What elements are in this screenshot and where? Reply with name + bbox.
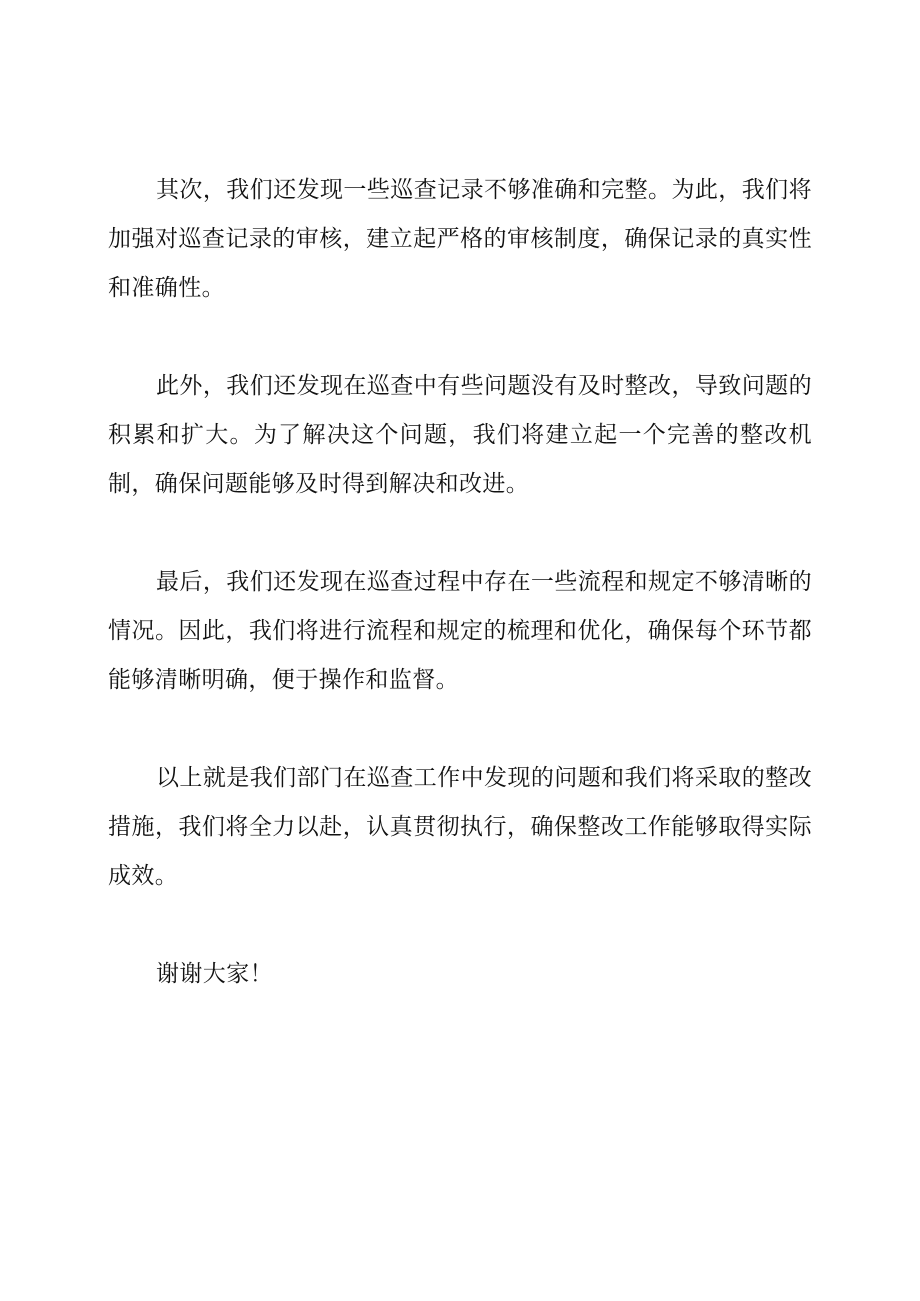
paragraph-summary: 以上就是我们部门在巡查工作中发现的问题和我们将采取的整改措施，我们将全力以赴，认真贯彻执行，确保整改工作能够取得实际成效。: [108, 765, 812, 889]
paragraph-gap: [108, 509, 812, 558]
closing-remark: 谢谢大家！: [156, 961, 273, 987]
paragraph-rectification-mechanism: 此外，我们还发现在巡查中有些问题没有及时整改，导致问题的积累和扩大。为了解决这个问题，我们将建立起一个完善的整改机制，确保问题能够及时得到解决和改进。: [108, 373, 812, 497]
paragraph-gap: [108, 705, 812, 754]
paragraph-process-optimization: 最后，我们还发现在巡查过程中存在一些流程和规定不够清晰的情况。因此，我们将进行流程和规定的梳理和优化，确保每个环节都能够清晰明确，便于操作和监督。: [108, 569, 812, 693]
paragraph-gap: [108, 313, 812, 362]
paragraph-record-accuracy: 其次，我们还发现一些巡查记录不够准确和完整。为此，我们将加强对巡查记录的审核，建立起严格的审核制度，确保记录的真实性和准确性。: [108, 177, 812, 301]
paragraph-gap: [108, 901, 812, 950]
